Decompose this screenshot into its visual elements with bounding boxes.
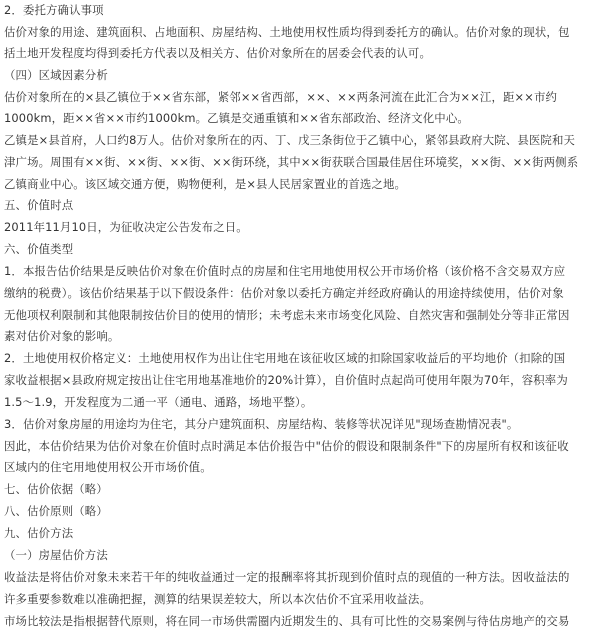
paragraph-line: 括土地开发程度均得到委托方代表以及相关方、估价对象所在的居委会代表的认可。 bbox=[4, 46, 432, 60]
paragraph-line: 缴纳的税费）。该估价结果基于以下假设条件：估价对象以委托方确定并经政府确认的用途持续使用，估价对象 bbox=[4, 286, 564, 300]
paragraph-line: 市场比较法是指根据替代原则，将在同一市场供需圈内近期发生的、具有可比性的交易案例与待估房地产的交易 bbox=[4, 614, 570, 628]
paragraph-line: 收益法是将估价对象未来若干年的纯收益通过一定的报酬率将其折现到价值时点的现值的一种方法。因收益法的 bbox=[4, 570, 570, 584]
paragraph-line: 区域内的住宅用地使用权公开市场价值。 bbox=[4, 460, 212, 474]
section-heading-client-confirmation: 2．委托方确认事项 bbox=[4, 3, 104, 17]
paragraph-line: 估价对象的用途、建筑面积、占地面积、房屋结构、土地使用权性质均得到委托方的确认。估价对象的现状，包 bbox=[4, 25, 570, 39]
section-heading-valuation-basis: 七、估价依据（略） bbox=[4, 482, 108, 496]
paragraph-line: 1000km，距××省××市约1000km。乙镇是交通重镇和××省东部政治、经济文化中心。 bbox=[4, 111, 469, 125]
section-heading-valuation-methods: 九、估价方法 bbox=[4, 526, 74, 540]
paragraph-line: 3．估价对象房屋的用途均为住宅，其分户建筑面积、房屋结构、装修等状况详见"现场查勘情况表"。 bbox=[4, 417, 519, 431]
paragraph-line: 乙镇商业中心。该区域交通方便，购物便利，是×县人民居家置业的首选之地。 bbox=[4, 177, 407, 191]
paragraph-line: 乙镇是×县首府，人口约8万人。估价对象所在的丙、丁、戊三条街位于乙镇中心，紧邻县政府大院、县医院和天 bbox=[4, 133, 576, 147]
section-heading-valuation-principles: 八、估价原则（略） bbox=[4, 504, 108, 518]
paragraph-line: 因此，本估价结果为估价对象在价值时点时满足本估价报告中"估价的假设和限制条件"下的房屋所有权和该征收 bbox=[4, 439, 569, 453]
section-heading-value-date: 五、价值时点 bbox=[4, 198, 74, 212]
paragraph-line: 家收益根据×县政府规定按出让住宅用地基准地价的20%计算），自价值时点起尚可使用年限为70年，容积率为 bbox=[4, 373, 568, 387]
paragraph-line: 许多重要参数难以准确把握，测算的结果误差较大，所以本次估价不宜采用收益法。 bbox=[4, 592, 432, 606]
paragraph-line: 无他项权利限制和其他限制按估价目的使用的情形；未考虑未来市场变化风险、自然灾害和强制处分等非正常因 bbox=[4, 308, 570, 322]
paragraph-line: 2．土地使用权价格定义：土地使用权作为出让住宅用地在该征收区域的扣除国家收益后的平均地价（扣除的国 bbox=[4, 351, 566, 365]
subsection-heading-house-methods: （一）房屋估价方法 bbox=[4, 548, 108, 562]
paragraph-line: 素对估价对象的影响。 bbox=[4, 329, 120, 343]
paragraph-line: 估价对象所在的×县乙镇位于××省东部，紧邻××省西部，××、××两条河流在此汇合为××江，距××市约 bbox=[4, 90, 558, 104]
paragraph-line: 津广场。周围有××街、××街、××街、××街环绕，其中××街获联合国最佳居住环境奖，××街、××街两侧系 bbox=[4, 155, 579, 169]
paragraph-line: 1．本报告估价结果是反映估价对象在价值时点的房屋和住宅用地使用权公开市场价格（该价格不含交易双方应 bbox=[4, 264, 566, 278]
section-heading-value-type: 六、价值类型 bbox=[4, 242, 74, 256]
section-heading-regional-analysis: （四）区域因素分析 bbox=[4, 68, 108, 82]
paragraph-line: 1.5～1.9，开发程度为二通一平（通电、通路，场地平整）。 bbox=[4, 395, 313, 409]
paragraph-line: 2011年11月10日，为征收决定公告发布之日。 bbox=[4, 220, 248, 234]
